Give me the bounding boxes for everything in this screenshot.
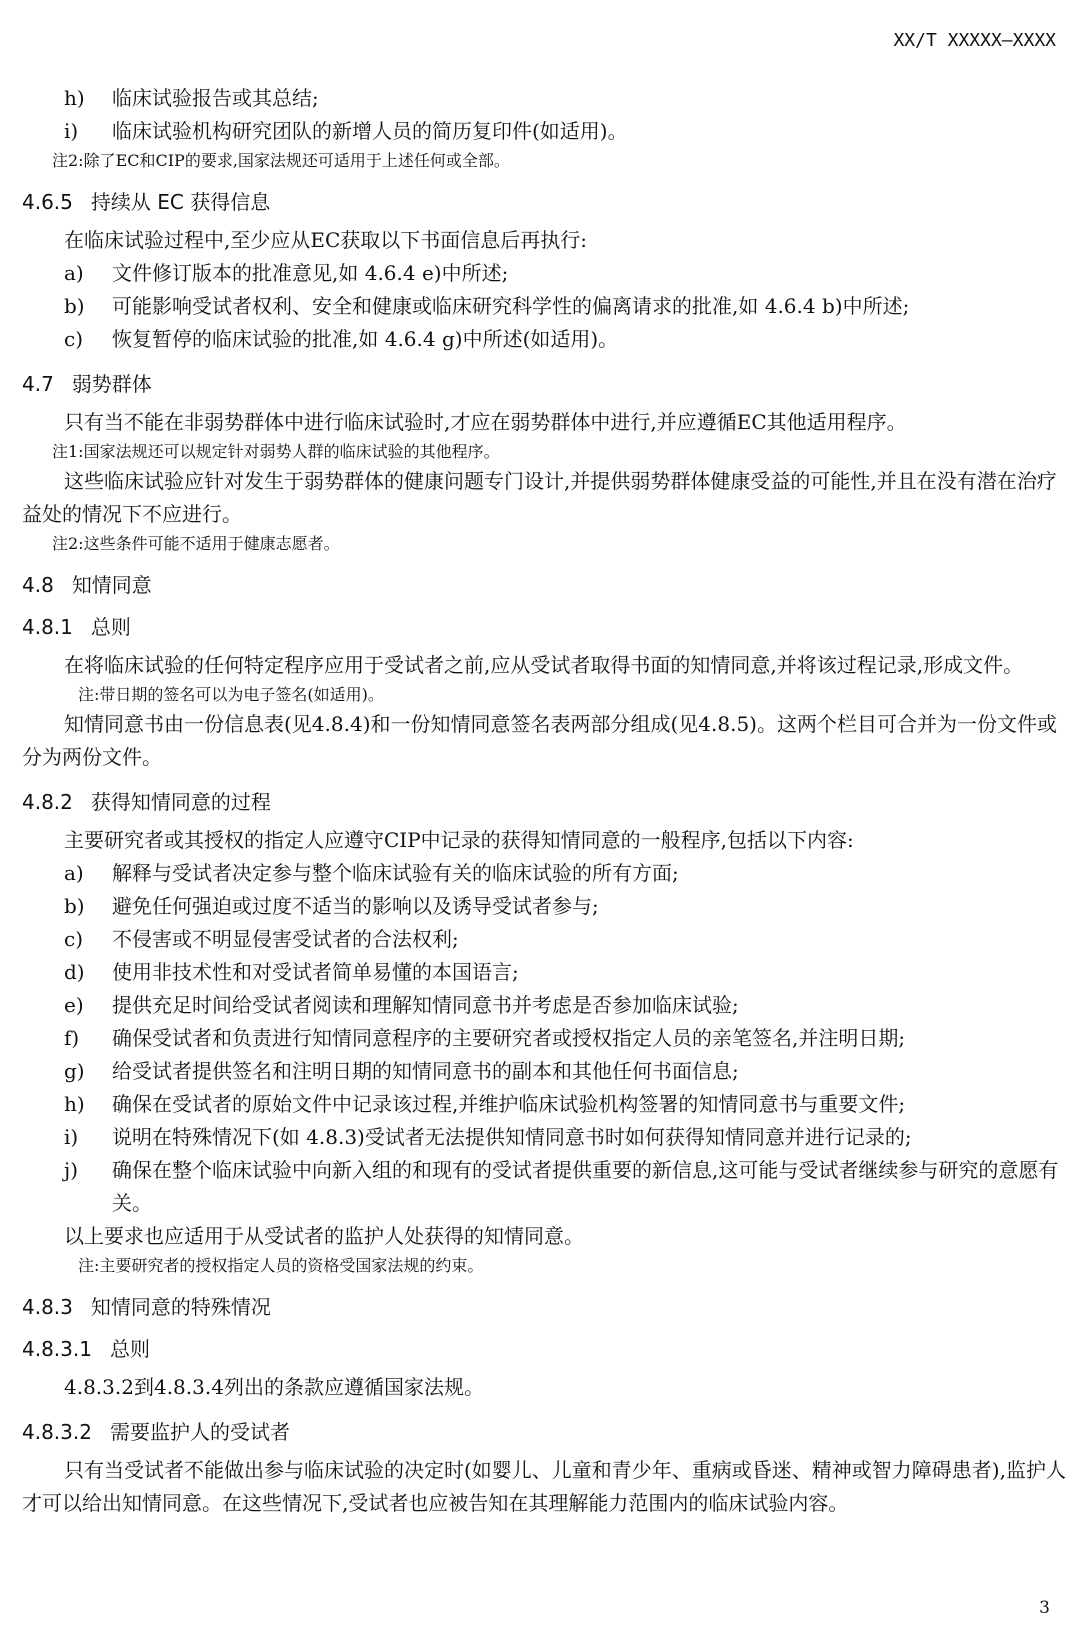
section-heading-4-7 [22,370,1068,398]
list-marker: c) [64,927,84,951]
note: 注:带日期的签名可以为电子签名(如适用)。 [78,685,384,704]
list-text: 确保在受试者的原始文件中记录该过程,并维护临床试验机构签署的知情同意书与重要文件; [112,1092,906,1116]
list-marker: h) [64,86,85,110]
section-heading-4-8-3 [22,1293,1068,1321]
list-marker: g) [64,1059,85,1083]
list-text: 确保在整个临床试验中向新入组的和现有的受试者提供重要的新信息,这可能与受试者继续参与研究的意愿有关。 [112,1158,1059,1215]
document-body [22,82,1068,1520]
section-number: 4.6.5 [22,190,73,214]
paragraph: 只有当受试者不能做出参与临床试验的决定时(如婴儿、儿童和青少年、重病或昏迷、精神或智力障碍患者),监护人才可以给出知情同意。在这些情况下,受试者也应被告知在其理解能力范围内的临床试验内容。 [22,1458,1066,1515]
list-marker: i) [64,119,79,143]
list-marker: c) [64,327,84,351]
section-number: 4.7 [22,372,54,396]
list-item [22,923,1068,956]
document-code-header: XX/T XXXXX—XXXX [893,30,1056,51]
list-text: 不侵害或不明显侵害受试者的合法权利; [112,927,459,951]
paragraph: 这些临床试验应针对发生于弱势群体的健康问题专门设计,并提供弱势群体健康受益的可能性,并且在没有潜在治疗益处的情况下不应进行。 [22,469,1057,526]
paragraph: 在将临床试验的任何特定程序应用于受试者之前,应从受试者取得书面的知情同意,并将该过程记录,形成文件。 [64,653,1024,677]
section-heading-4-6-5 [22,188,1068,216]
list-text: 避免任何强迫或过度不适当的影响以及诱导受试者参与; [112,894,599,918]
list-item [22,1154,1068,1220]
page-number: 3 [1039,1598,1050,1618]
list-text: 恢复暂停的临床试验的批准,如 4.6.4 g)中所述(如适用)。 [112,327,619,351]
list-marker: e) [64,993,84,1017]
section-number: 4.8.3 [22,1295,73,1319]
list-marker: h) [64,1092,85,1116]
section-number: 4.8.3.2 [22,1420,92,1444]
list-item [22,257,1068,290]
list-text: 确保受试者和负责进行知情同意程序的主要研究者或授权指定人员的亲笔签名,并注明日期; [112,1026,906,1050]
section-heading-4-8-1 [22,613,1068,641]
list-text: 给受试者提供签名和注明日期的知情同意书的副本和其他任何书面信息; [112,1059,739,1083]
paragraph: 在临床试验过程中,至少应从EC获取以下书面信息后再执行: [64,228,587,252]
section-heading-4-8-2 [22,788,1068,816]
list-text: 使用非技术性和对受试者简单易懂的本国语言; [112,960,519,984]
section-title: 持续从 EC 获得信息 [90,190,271,214]
list-text: 临床试验报告或其总结; [112,86,319,110]
section-number: 4.8.1 [22,615,73,639]
list-item [22,115,1068,148]
section-number: 4.8.3.1 [22,1337,92,1361]
paragraph: 以上要求也应适用于从受试者的监护人处获得的知情同意。 [64,1224,584,1248]
note: 注2:这些条件可能不适用于健康志愿者。 [52,534,340,553]
list-item [22,323,1068,356]
section-title: 需要监护人的受试者 [109,1420,290,1444]
paragraph: 主要研究者或其授权的指定人应遵守CIP中记录的获得知情同意的一般程序,包括以下内容: [64,828,854,852]
list-item [22,290,1068,323]
section-title: 总则 [109,1337,150,1361]
list-item [22,1121,1068,1154]
list-marker: b) [64,294,85,318]
note: 注2:除了EC和CIP的要求,国家法规还可适用于上述任何或全部。 [52,151,510,170]
section-number: 4.8.2 [22,790,73,814]
paragraph: 知情同意书由一份信息表(见4.8.4)和一份知情同意签名表两部分组成(见4.8.5)。这两个栏目可合并为一份文件或分为两份文件。 [22,712,1057,769]
section-number: 4.8 [22,573,54,597]
list-marker: a) [64,861,84,885]
section-heading-4-8-3-2 [22,1418,1068,1446]
paragraph: 4.8.3.2到4.8.3.4列出的条款应遵循国家法规。 [64,1375,484,1399]
section-title: 知情同意的特殊情况 [90,1295,271,1319]
note: 注:主要研究者的授权指定人员的资格受国家法规的约束。 [78,1256,484,1275]
list-text: 提供充足时间给受试者阅读和理解知情同意书并考虑是否参加临床试验; [112,993,739,1017]
section-title: 弱势群体 [71,372,152,396]
section-heading-4-8 [22,571,1068,599]
list-item [22,1055,1068,1088]
list-item [22,857,1068,890]
list-marker: i) [64,1125,79,1149]
list-text: 临床试验机构研究团队的新增人员的简历复印件(如适用)。 [112,119,628,143]
section-title: 获得知情同意的过程 [90,790,271,814]
list-text: 文件修订版本的批准意见,如 4.6.4 e)中所述; [112,261,509,285]
note: 注1:国家法规还可以规定针对弱势人群的临床试验的其他程序。 [52,442,500,461]
list-marker: j) [64,1158,79,1182]
list-item [22,82,1068,115]
list-text: 解释与受试者决定参与整个临床试验有关的临床试验的所有方面; [112,861,679,885]
list-marker: b) [64,894,85,918]
list-item [22,1022,1068,1055]
section-title: 总则 [90,615,131,639]
list-marker: a) [64,261,84,285]
list-item [22,989,1068,1022]
list-marker: f) [64,1026,80,1050]
section-heading-4-8-3-1 [22,1335,1068,1363]
section-title: 知情同意 [71,573,152,597]
list-item [22,1088,1068,1121]
list-marker: d) [64,960,85,984]
list-item [22,956,1068,989]
list-text: 说明在特殊情况下(如 4.8.3)受试者无法提供知情同意书时如何获得知情同意并进行记录的; [112,1125,912,1149]
paragraph: 只有当不能在非弱势群体中进行临床试验时,才应在弱势群体中进行,并应遵循EC其他适用程序。 [64,410,907,434]
list-item [22,890,1068,923]
list-text: 可能影响受试者权利、安全和健康或临床研究科学性的偏离请求的批准,如 4.6.4 b)中所述; [112,294,910,318]
